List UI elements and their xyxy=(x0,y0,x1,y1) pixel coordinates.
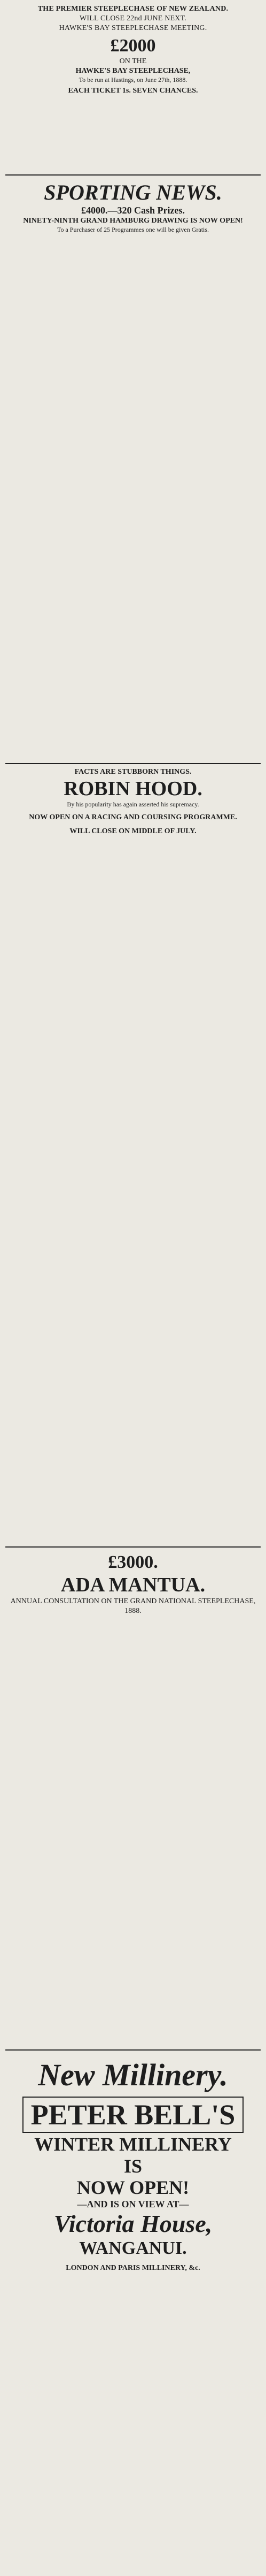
shop-name: PETER BELL'S xyxy=(22,2097,244,2133)
hawkes-bay-ad xyxy=(5,4,261,96)
now-open: NOW OPEN! xyxy=(76,2177,190,2198)
ada-amount: £3000. xyxy=(108,1552,158,1572)
ada-title: ADA MANTUA. xyxy=(60,1574,206,1596)
sporting-title: SPORTING NEWS. xyxy=(44,180,222,204)
sporting-note: To a Purchaser of 25 Programmes one will be given Gratis. xyxy=(57,226,209,233)
is-text: IS xyxy=(123,2155,143,2177)
wanganui: WANGANUI. xyxy=(79,2238,187,2258)
section-divider xyxy=(5,1546,261,1548)
ad-line-2: WILL CLOSE 22nd JUNE NEXT. xyxy=(79,14,186,22)
robin-hood-ad xyxy=(5,767,261,836)
robin-title: ROBIN HOOD. xyxy=(64,778,202,800)
sporting-amount: £4000.—320 Cash Prizes. xyxy=(81,205,185,216)
ada-mantua-ad xyxy=(5,1552,261,1616)
ad-date: To be run at Hastings, on June 27th, 1888. xyxy=(79,76,187,83)
ad-line-3: HAWKE'S BAY STEEPLECHASE MEETING. xyxy=(59,24,207,32)
sporting-news-ad xyxy=(5,181,261,234)
section-divider xyxy=(5,174,261,176)
millinery-ad xyxy=(5,2058,261,2273)
sporting-sub: NINETY-NINTH GRAND HAMBURG DRAWING IS NOW OPEN! xyxy=(23,217,243,225)
millinery-footer: LONDON AND PARIS MILLINERY, &c. xyxy=(66,2264,200,2272)
section-divider xyxy=(5,763,261,764)
millinery-title: New Millinery. xyxy=(38,2057,228,2092)
ad-line-1: THE PREMIER STEEPLECHASE OF NEW ZEALAND. xyxy=(37,5,229,13)
robin-sub: NOW OPEN ON A RACING AND COURSING PROGRAMME. xyxy=(29,813,237,821)
ad-on-the: ON THE xyxy=(119,57,147,65)
victoria-house: Victoria House, xyxy=(53,2210,213,2237)
robin-lead: By his popularity has again asserted his supremacy. xyxy=(67,801,199,808)
winter-millinery: WINTER MILLINERY xyxy=(34,2133,232,2155)
section-divider xyxy=(5,2049,261,2051)
ad-race: HAWKE'S BAY STEEPLECHASE, xyxy=(75,67,191,75)
on-view-at: —AND IS ON VIEW AT— xyxy=(77,2199,189,2209)
ad-amount: £2000 xyxy=(110,36,156,56)
ada-sub: ANNUAL CONSULTATION ON THE GRAND NATIONAL STEEPLECHASE, 1888. xyxy=(10,1597,256,1615)
ad-ticket: EACH TICKET 1s. SEVEN CHANCES. xyxy=(68,87,198,95)
robin-close: WILL CLOSE ON MIDDLE OF JULY. xyxy=(69,827,197,835)
robin-quote: FACTS ARE STUBBORN THINGS. xyxy=(74,768,192,776)
